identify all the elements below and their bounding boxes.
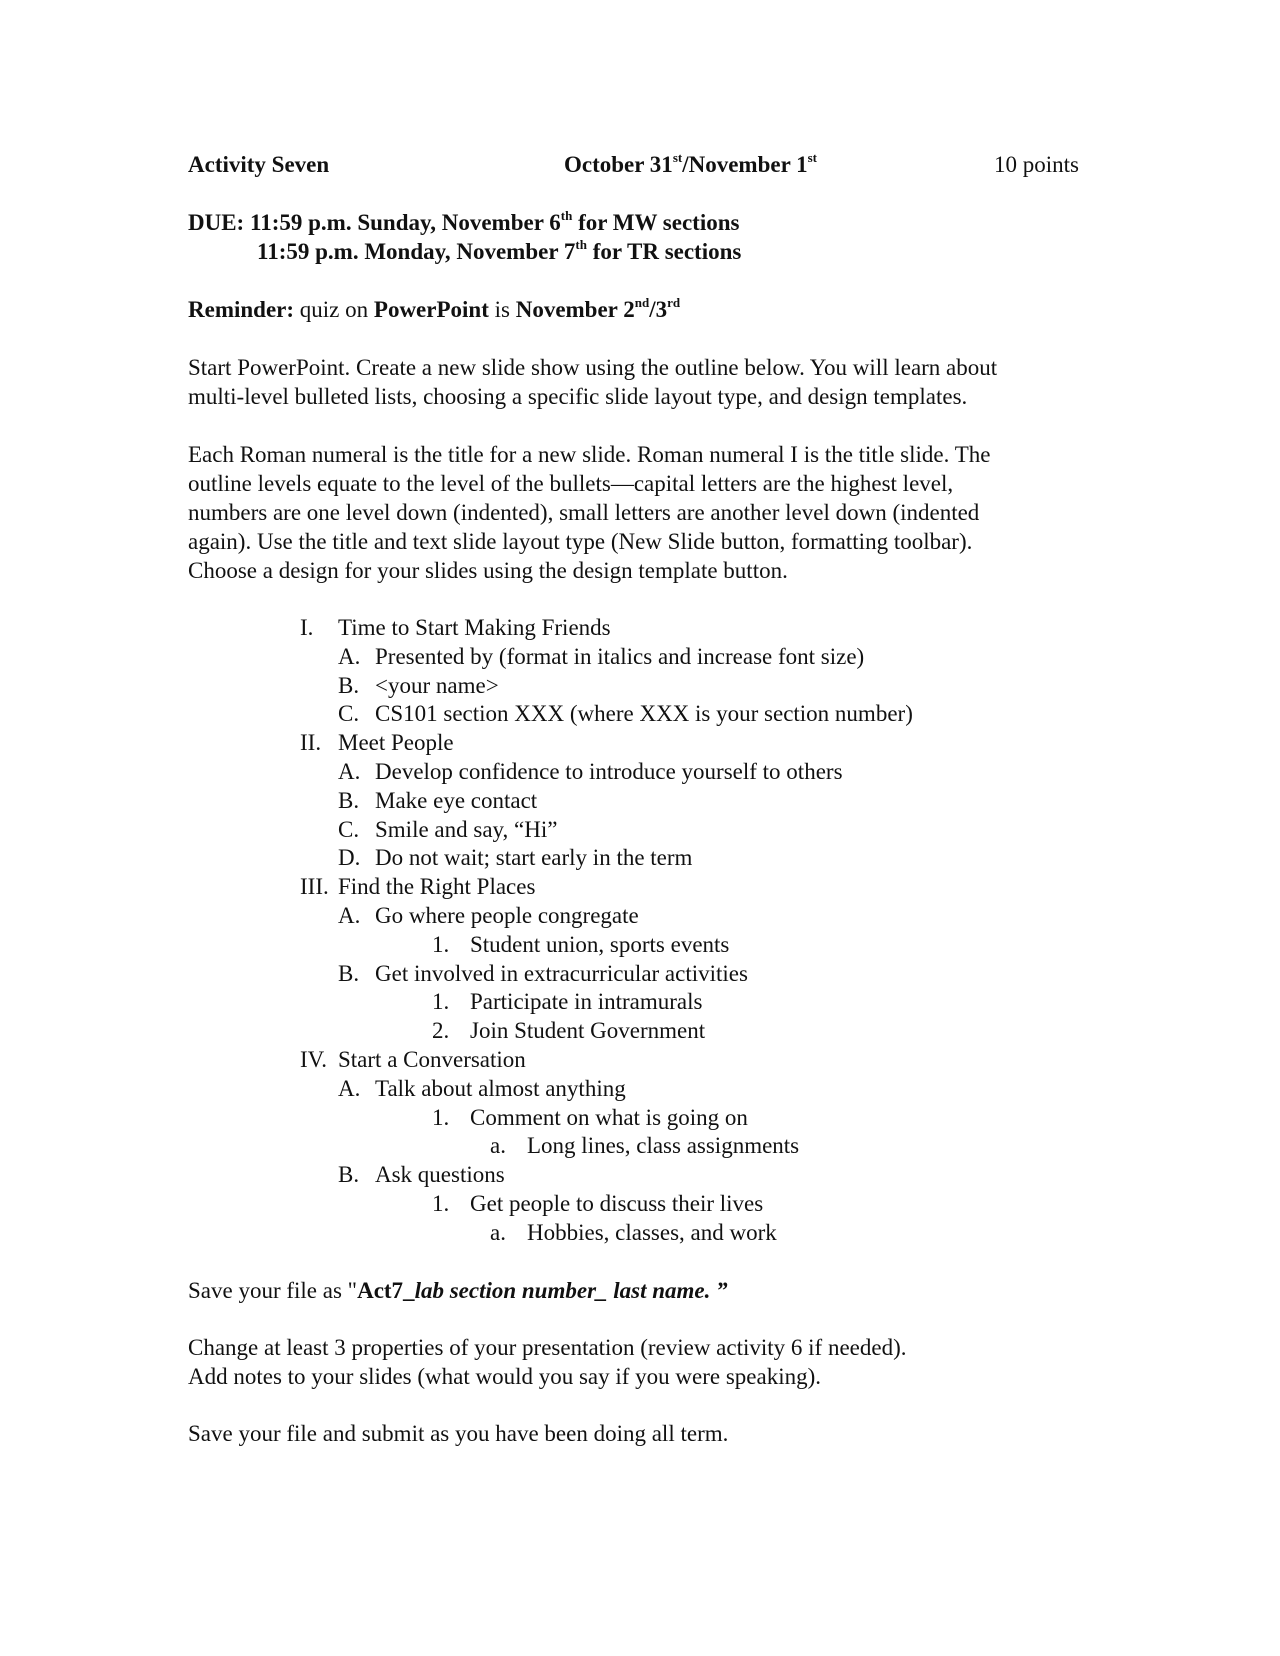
header-row: [188, 150, 1088, 180]
due-line2-sup: th: [575, 237, 587, 253]
properties-paragraph: [188, 1333, 1088, 1391]
activity-points: 10 points: [994, 152, 1079, 177]
reminder-date-b: /3: [649, 297, 668, 322]
save-suffix: ”: [710, 1278, 728, 1303]
outline-item: [300, 757, 1100, 786]
activity-title: Activity Seven: [188, 152, 330, 177]
outline-item: [300, 843, 1100, 872]
outline-item: [300, 1218, 1100, 1247]
outline-item: [300, 1074, 1100, 1103]
reminder-label: Reminder:: [188, 297, 295, 322]
outline-marker: D.: [338, 845, 361, 871]
intro-paragraph: [188, 353, 1088, 411]
save-instruction: [188, 1276, 728, 1305]
outline-marker: 2.: [432, 1018, 450, 1044]
date-sup2: st: [807, 150, 818, 166]
intro-line: Start PowerPoint. Create a new slide show using the outline below. You will learn about: [188, 355, 998, 380]
reminder-text1: quiz on: [294, 297, 374, 322]
outline-text: Get people to discuss their lives: [470, 1190, 764, 1216]
outline-text: Student union, sports events: [470, 931, 730, 957]
outline-marker: a.: [490, 1133, 506, 1159]
outline-item: [300, 786, 1100, 815]
outline-text: Long lines, class assignments: [527, 1133, 800, 1159]
outline-text: Participate in intramurals: [470, 989, 703, 1015]
outline-text: Ask questions: [375, 1162, 505, 1188]
save-filename-italic: lab section number_ last name.: [414, 1278, 711, 1303]
instructions-line: again). Use the title and text slide layout type (New Slide button, formatting toolbar).: [188, 529, 973, 554]
due-line2: [188, 237, 741, 266]
outline-item: [300, 728, 1100, 757]
outline-text: Go where people congregate: [375, 902, 639, 928]
outline-item: [300, 613, 1100, 642]
outline-marker: A.: [338, 1075, 361, 1101]
outline-item: [300, 930, 1100, 959]
intro-line: multi-level bulleted lists, choosing a specific slide layout type, and design templates.: [188, 384, 968, 409]
outline-text: <your name>: [375, 672, 499, 698]
outline-marker: B.: [338, 787, 360, 813]
due-line2-suffix: for TR sections: [586, 239, 742, 264]
outline-item: [300, 642, 1100, 671]
outline-marker: B.: [338, 672, 360, 698]
outline-marker: II.: [300, 730, 322, 756]
instructions-paragraph: [188, 440, 1088, 585]
outline-text: Smile and say, “Hi”: [375, 816, 558, 842]
save-prefix: Save your file as ": [188, 1278, 358, 1303]
outline-marker: C.: [338, 701, 360, 727]
due-label: DUE:: [188, 210, 245, 235]
instructions-line: Each Roman numeral is the title for a new slide. Roman numeral I is the title slide. The: [188, 442, 991, 467]
due-line1-suffix: for MW sections: [572, 210, 740, 235]
reminder-app: PowerPoint: [373, 297, 489, 322]
outline-item: [300, 671, 1100, 700]
outline-marker: 1.: [432, 931, 450, 957]
outline-item: [300, 1160, 1100, 1189]
submit-line: Save your file and submit as you have been doing all term.: [188, 1421, 729, 1446]
outline-marker: a.: [490, 1219, 506, 1245]
outline-marker: 1.: [432, 1104, 450, 1130]
outline-item: [300, 1016, 1100, 1045]
due-block: [188, 208, 741, 266]
outline-text: Presented by (format in italics and increase font size): [375, 643, 865, 669]
outline-text: Comment on what is going on: [470, 1104, 748, 1130]
outline-marker: III.: [300, 874, 329, 900]
reminder-date-a: November 2: [515, 297, 635, 322]
due-line1-text: 11:59 p.m. Sunday, November 6: [244, 210, 561, 235]
outline-text: Get involved in extracurricular activities: [375, 960, 748, 986]
outline-marker: B.: [338, 1162, 360, 1188]
outline-item: [300, 987, 1100, 1016]
outline-item: [300, 1189, 1100, 1218]
outline-text: Find the Right Places: [338, 874, 536, 900]
outline-text: Do not wait; start early in the term: [375, 845, 693, 871]
outline-item: [300, 959, 1100, 988]
due-line2-text: 11:59 p.m. Monday, November 7: [257, 239, 576, 264]
outline-marker: 1.: [432, 1190, 450, 1216]
outline-marker: A.: [338, 758, 361, 784]
reminder-date: [516, 297, 680, 322]
outline-text: Join Student Government: [470, 1018, 706, 1044]
outline-marker: A.: [338, 902, 361, 928]
save-filename-bold: Act7_: [357, 1278, 415, 1303]
slide-outline: [300, 613, 1100, 1247]
date-part2: /November 1: [682, 152, 808, 177]
outline-text: CS101 section XXX (where XXX is your section number): [375, 701, 913, 727]
outline-marker: 1.: [432, 989, 450, 1015]
outline-marker: I.: [300, 615, 314, 640]
outline-item: [300, 1045, 1100, 1074]
outline-text: Hobbies, classes, and work: [527, 1219, 777, 1245]
instructions-line: outline levels equate to the level of the bullets—capital letters are the highest level,: [188, 471, 954, 496]
outline-item: [300, 815, 1100, 844]
reminder-sup2: rd: [667, 295, 681, 311]
outline-item: [300, 699, 1100, 728]
outline-text: Time to Start Making Friends: [338, 615, 611, 640]
outline-text: Start a Conversation: [338, 1046, 526, 1072]
outline-item: [300, 1103, 1100, 1132]
outline-item: [300, 1131, 1100, 1160]
reminder-text2: is: [488, 297, 516, 322]
due-line1: [188, 208, 741, 237]
closing-line: Change at least 3 properties of your presentation (review activity 6 if needed).: [188, 1335, 907, 1360]
outline-text: Make eye contact: [375, 787, 538, 813]
outline-item: [300, 901, 1100, 930]
outline-marker: C.: [338, 816, 360, 842]
reminder-line: [188, 295, 680, 324]
date-part1: October 31: [564, 152, 673, 177]
outline-marker: B.: [338, 960, 360, 986]
date-sup1: st: [672, 150, 683, 166]
outline-text: Develop confidence to introduce yourself to others: [375, 758, 843, 784]
outline-marker: IV.: [300, 1046, 328, 1072]
outline-item: [300, 872, 1100, 901]
instructions-line: Choose a design for your slides using the design template button.: [188, 558, 788, 583]
outline-text: Meet People: [338, 730, 454, 756]
outline-marker: A.: [338, 643, 361, 669]
reminder-sup1: nd: [634, 295, 650, 311]
instructions-line: numbers are one level down (indented), small letters are another level down (indented: [188, 500, 980, 525]
activity-date: [564, 150, 817, 179]
due-line1-sup: th: [560, 208, 573, 224]
closing-line: Add notes to your slides (what would you say if you were speaking).: [188, 1364, 822, 1389]
outline-text: Talk about almost anything: [375, 1075, 626, 1101]
